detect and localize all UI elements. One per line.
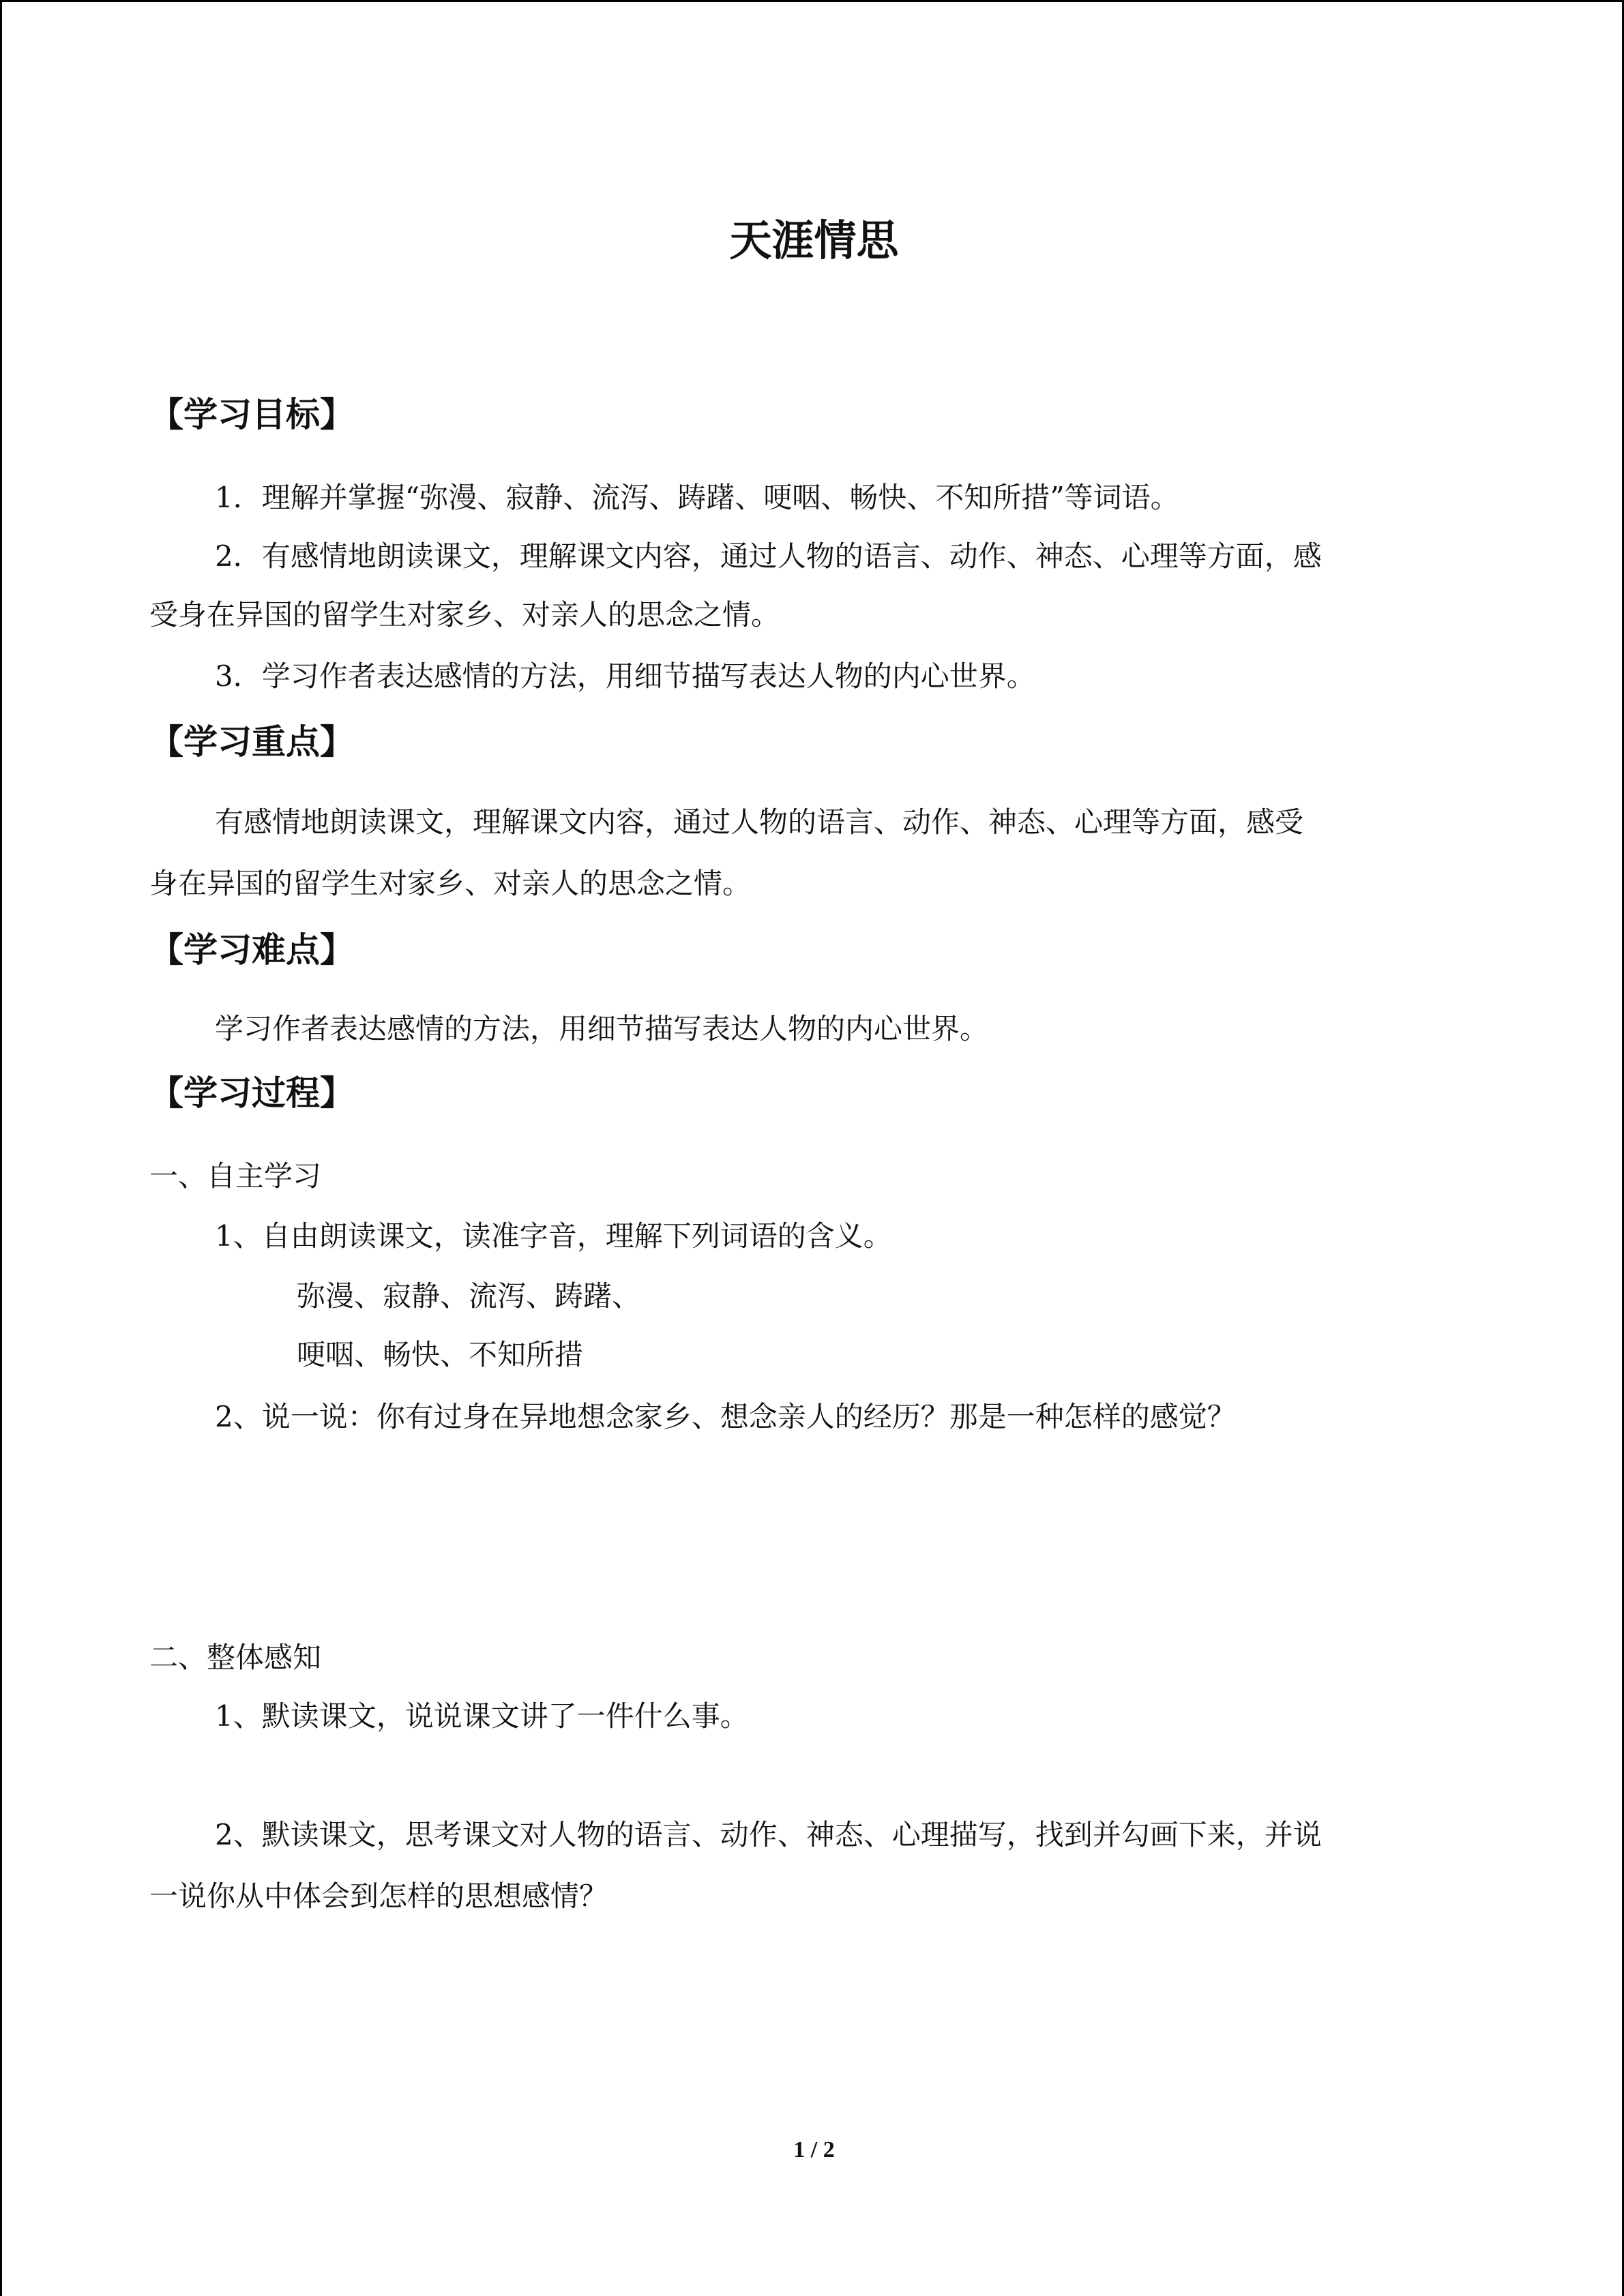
part-1-question-2: 2、说一说：你有过身在异地想念家乡、想念亲人的经历？那是一种怎样的感觉？ [215, 1400, 1236, 1433]
goal-item-2-line-2: 受身在异国的留学生对家乡、对亲人的思念之情。 [149, 598, 780, 631]
part-2-question-2-line-1: 2、默读课文，思考课文对人物的语言、动作、神态、心理描写，找到并勾画下来，并说 [215, 1818, 1322, 1851]
goal-item-2-line-1: 2．有感情地朗读课文，理解课文内容，通过人物的语言、动作、神态、心理等方面，感 [215, 539, 1322, 573]
page-number: 1 / 2 [793, 2137, 835, 2162]
part-1-title: 一、自主学习 [149, 1159, 322, 1193]
part-1-word-list-2: 哽咽、畅快、不知所措 [297, 1338, 584, 1371]
goal-item-3: 3．学习作者表达感情的方法，用细节描写表达人物的内心世界。 [215, 659, 1035, 693]
key-points-line-1: 有感情地朗读课文，理解课文内容，通过人物的语言、动作、神态、心理等方面，感受 [215, 805, 1304, 839]
heading-learning-process: 【学习过程】 [149, 1073, 354, 1113]
part-1-question-1: 1、自由朗读课文，读准字音，理解下列词语的含义。 [215, 1219, 892, 1253]
heading-difficulties: 【学习难点】 [149, 930, 354, 970]
difficulties-line-1: 学习作者表达感情的方法，用细节描写表达人物的内心世界。 [215, 1012, 989, 1045]
heading-key-points: 【学习重点】 [149, 722, 354, 762]
part-2-question-2-line-2: 一说你从中体会到怎样的思想感情？ [149, 1879, 608, 1913]
part-2-title: 二、整体感知 [149, 1641, 322, 1674]
part-1-word-list-1: 弥漫、寂静、流泻、踌躇、 [297, 1279, 641, 1313]
heading-learning-goals: 【学习目标】 [149, 395, 354, 434]
key-points-line-2: 身在异国的留学生对家乡、对亲人的思念之情。 [149, 867, 752, 900]
document-title: 天涯情思 [729, 215, 899, 265]
goal-item-1: 1．理解并掌握“弥漫、寂静、流泻、踌躇、哽咽、畅快、不知所措”等词语。 [215, 481, 1179, 514]
part-2-question-1: 1、默读课文，说说课文讲了一件什么事。 [215, 1699, 749, 1733]
